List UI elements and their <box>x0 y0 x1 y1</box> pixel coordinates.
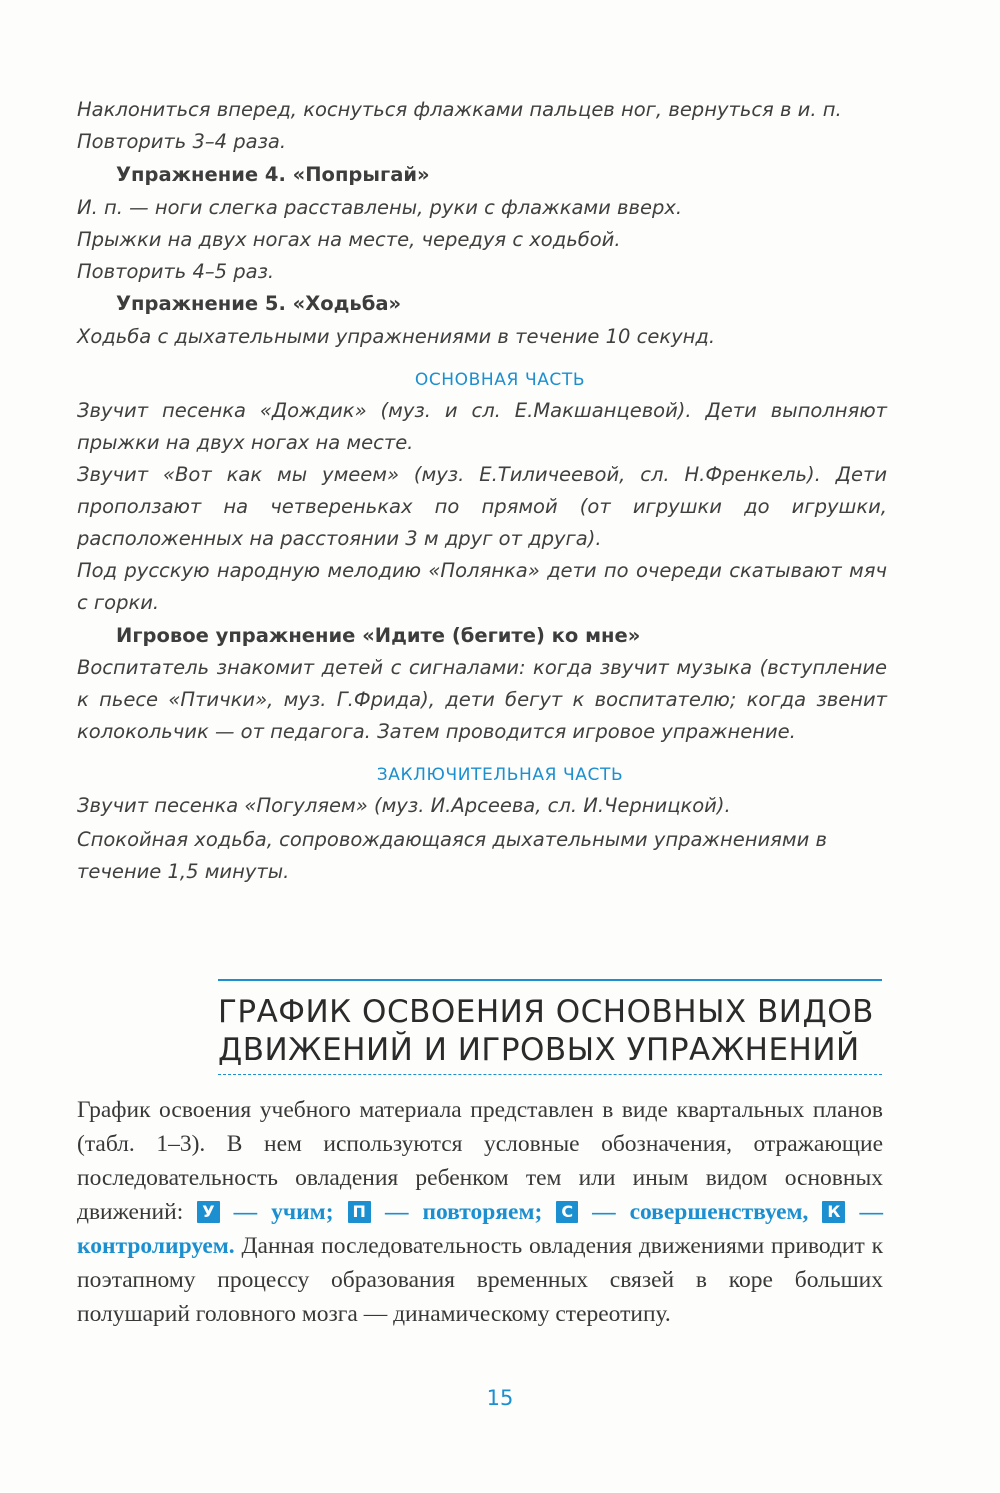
exercise-5-line: Ходьба с дыхательными упражнениями в течение 10 секунд. <box>77 325 716 348</box>
game-exercise-title: Игровое упражнение «Идите (бегите) ко мне» <box>116 624 641 647</box>
instruction-line: Повторить 3–4 раза. <box>77 130 287 153</box>
exercise-4-line: Прыжки на двух ногах на месте, чередуя с ходьбой. <box>77 228 621 251</box>
legend-badge-k: К <box>822 1201 845 1223</box>
chapter-body-start: График освоения учебного материала представлен в виде квартальных планов (табл. 1–3). В нем используются условные обозначения, отражающие последовательность овладения ребенком тем или иным видом основных движений: <box>77 1097 883 1225</box>
main-paragraph-1: Звучит песенка «Дождик» (муз. и сл. Е.Макшанцевой). Дети выполняют прыжки на двух ногах на месте. <box>77 399 887 454</box>
main-paragraph-2: Звучит «Вот как мы умеем» (муз. Е.Тиличеевой, сл. Н.Френкель). Дети проползают на четвереньках по прямой (от игрушки до игрушки, расположенных на расстоянии 3 м друг от друга). <box>77 463 887 550</box>
legend-text-p: — повторяем; <box>384 1199 543 1225</box>
legend-badge-u: У <box>197 1201 219 1223</box>
final-paragraph-1: Звучит песенка «Погуляем» (муз. И.Арсеева, сл. И.Черницкой). <box>77 794 731 817</box>
main-section-heading: ОСНОВНАЯ ЧАСТЬ <box>414 370 586 390</box>
page-number: 15 <box>486 1386 514 1410</box>
legend-text-u: — учим; <box>233 1199 334 1225</box>
chapter-title-line-2: ДВИЖЕНИЙ И ИГРОВЫХ УПРАЖНЕНИЙ <box>218 1032 860 1068</box>
final-paragraph-2: Спокойная ходьба, сопровождающаяся дыхательными упражнениями в течение 1,5 минуты. <box>77 828 827 883</box>
chapter-bottom-rule <box>218 1074 882 1075</box>
legend-text-k: — контролируем. <box>77 1199 883 1259</box>
chapter-top-rule <box>218 979 882 981</box>
exercise-5-title: Упражнение 5. «Ходьба» <box>116 292 402 315</box>
exercise-4-title: Упражнение 4. «Попрыгай» <box>116 163 430 186</box>
instruction-line: Наклониться вперед, коснуться флажками пальцев ног, вернуться в и. п. <box>77 98 842 121</box>
main-paragraph-3: Под русскую народную мелодию «Полянка» дети по очереди скатывают мяч с горки. <box>77 559 887 614</box>
legend-text-s: — совершенствуем, <box>592 1199 809 1225</box>
chapter-body-end: Данная последовательность овладения движениями приводит к поэтапному процессу образования временных связей в коре больших полушарий головного мозга — динамическому стереотипу. <box>77 1233 884 1327</box>
legend-badge-s: С <box>556 1201 578 1223</box>
chapter-paragraph <box>77 1093 883 1331</box>
legend-badge-p: П <box>348 1201 371 1223</box>
final-section-heading: ЗАКЛЮЧИТЕЛЬНАЯ ЧАСТЬ <box>376 765 624 785</box>
main-paragraph-4: Воспитатель знакомит детей с сигналами: когда звучит музыка (вступление к пьесе «Птички», муз. Г.Фрида), дети бегут к воспитателю; когда звенит колокольчик — от педагога. Затем проводится игровое упражнение. <box>77 656 887 743</box>
exercise-4-line: И. п. — ноги слегка расставлены, руки с флажками вверх. <box>77 196 683 219</box>
chapter-title-line-1: ГРАФИК ОСВОЕНИЯ ОСНОВНЫХ ВИДОВ <box>218 994 874 1030</box>
exercise-4-line: Повторить 4–5 раз. <box>77 260 275 283</box>
